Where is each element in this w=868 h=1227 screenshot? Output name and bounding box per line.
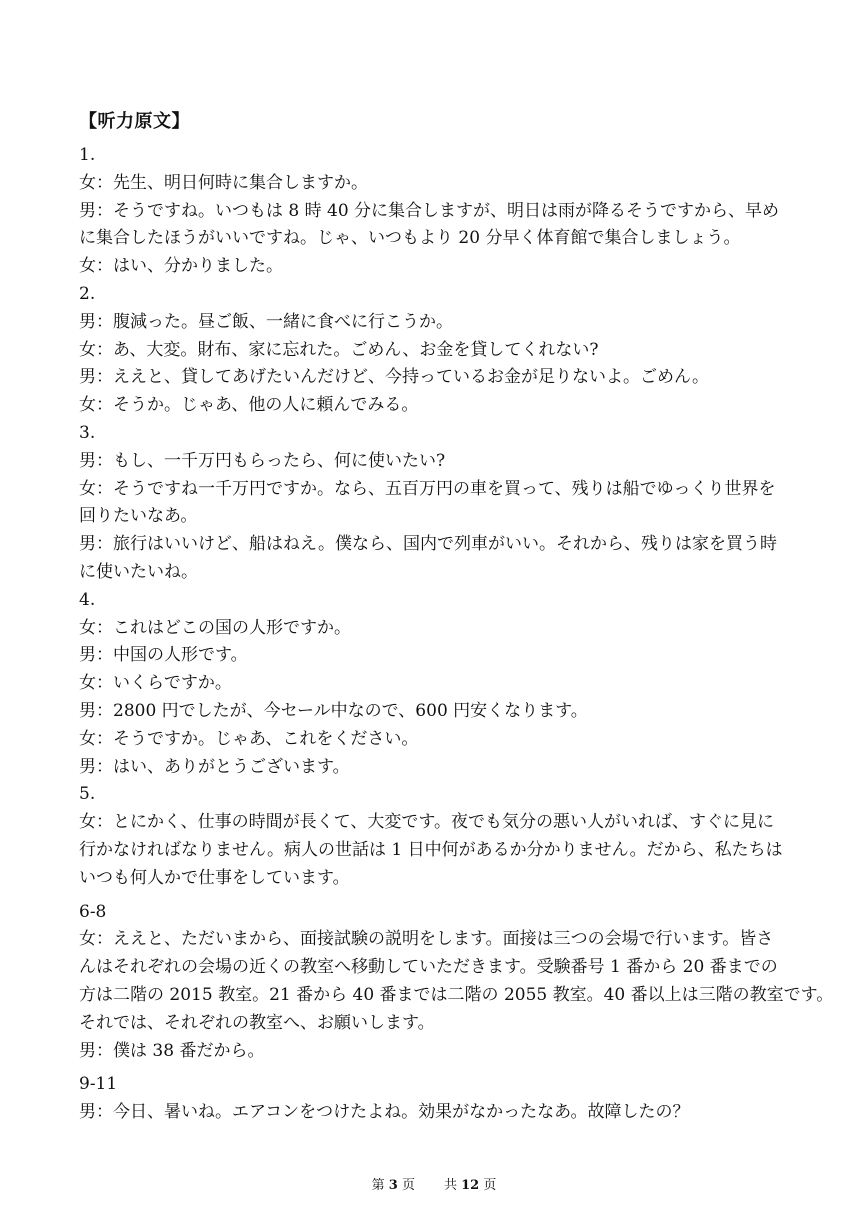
line-3: 男：そうですね。いつもは 8 時 40 分に集合しますが、明日は雨が降るそうですから、早め — [79, 200, 780, 221]
footer-page-unit: 页 — [401, 1178, 415, 1193]
line-7: 男：腹減った。昼ご飯、一緒に食べに行こうか。 — [79, 311, 453, 332]
line-22: 女：そうですか。じゃあ、これをください。 — [79, 728, 419, 749]
footer-total-pages: 12 — [461, 1178, 480, 1193]
document-body — [79, 110, 834, 1127]
line-28: 6-8 — [79, 901, 107, 922]
line-31: 方は二階の 2015 教室。21 番から 40 番までは二階の 2055 教室。40 番以上は三階の教室です。 — [79, 984, 834, 1005]
line-23: 男：はい、ありがとうございます。 — [79, 756, 350, 777]
line-27: いつも何人かで仕事をしています。 — [79, 867, 350, 888]
footer-total-unit: 页 — [483, 1178, 497, 1193]
line-16: に使いたいね。 — [79, 561, 198, 582]
line-18: 女：これはどこの国の人形ですか。 — [79, 617, 351, 638]
line-34: 9-11 — [79, 1074, 118, 1095]
line-30: んはそれぞれの会場の近くの教室へ移動していただきます。受験番号 1 番から 20 番までの — [79, 957, 778, 978]
line-11: 3. — [79, 422, 96, 443]
footer-prefix: 第 — [371, 1178, 385, 1193]
line-2: 女：先生、明日何時に集合しますか。 — [79, 172, 368, 193]
line-25: 女：とにかく、仕事の時間が長くて、大変です。夜でも気分の悪い人がいれば、すぐに見に — [79, 812, 774, 833]
line-17: 4. — [79, 589, 96, 610]
footer-page-number: 3 — [388, 1178, 398, 1193]
line-4: に集合したほうがいいですね。じゃ、いつもより 20 分早く体育館で集合しましょう。 — [79, 228, 741, 249]
line-20: 女：いくらですか。 — [79, 673, 232, 694]
section-heading: 【听力原文】 — [79, 111, 190, 132]
line-32: それでは、それぞれの教室へ、お願いします。 — [79, 1012, 435, 1033]
line-9: 男：ええと、貸してあげたいんだけど、今持っているお金が足りないよ。ごめん。 — [79, 367, 710, 388]
footer-total-prefix: 共 — [443, 1178, 457, 1193]
line-21: 男：2800 円でしたが、今セール中なので、600 円安くなります。 — [79, 700, 588, 721]
line-26: 行かなければなりません。病人の世話は 1 日中何があるか分かりません。だから、私たちは — [79, 839, 783, 860]
line-15: 男：旅行はいいけど、船はねえ。僕なら、国内で列車がいい。それから、残りは家を買う時 — [79, 534, 778, 555]
line-5: 女：はい、分かりました。 — [79, 256, 283, 277]
line-1: 1. — [79, 145, 96, 165]
line-6: 2. — [79, 283, 96, 304]
line-33: 男：僕は 38 番だから。 — [79, 1040, 265, 1061]
line-10: 女：そうか。じゃあ、他の人に頼んでみる。 — [79, 395, 419, 416]
line-14: 回りたいなあ。 — [79, 506, 198, 527]
page-footer — [0, 1178, 868, 1194]
line-35: 男：今日、暑いね。エアコンをつけたよね。効果がなかったなあ。故障したの？ — [79, 1102, 690, 1123]
line-13: 女：そうですね一千万円ですか。なら、五百万円の車を買って、残りは船でゆっくり世界を — [79, 478, 776, 499]
line-19: 男：中国の人形です。 — [79, 645, 248, 666]
line-12: 男：もし、一千万円もらったら、何に使いたい? — [79, 450, 446, 471]
line-29: 女：ええと、ただいまから、面接試験の説明をします。面接は三つの会場で行います。皆さ — [79, 929, 774, 950]
line-24: 5. — [79, 784, 96, 805]
line-8: 女：あ、大変。財布、家に忘れた。ごめん、お金を貸してくれない? — [79, 339, 599, 360]
